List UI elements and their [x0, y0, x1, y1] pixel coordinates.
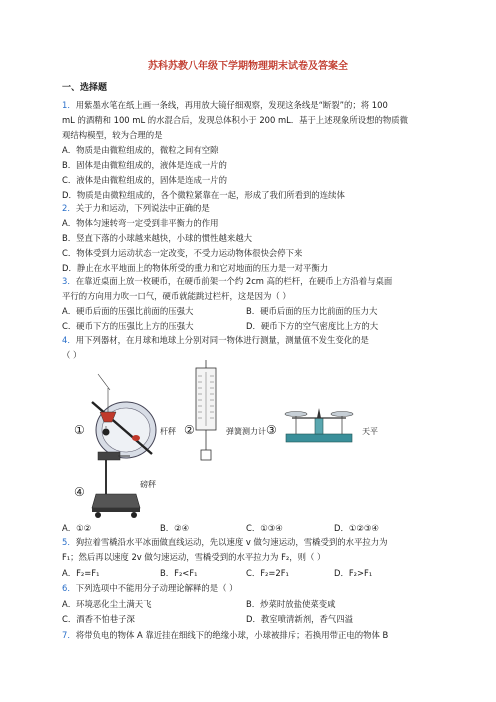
q3-option-b: B．硬币后面的压力比前面的压力大 — [246, 306, 378, 316]
q1-line1: 1．用紫墨水笔在纸上画一条线，再用放大镜仔细观察，发现这条线是“断裂”的；将 100 — [62, 100, 388, 110]
q6-line1: 6．下列选项中不能用分子动理论解释的是（ ） — [62, 583, 238, 593]
q1-line3: 观结构模型，较为合理的是 — [62, 130, 163, 140]
figure-4-number: ④ — [74, 485, 85, 499]
q4-number: 4． — [62, 335, 76, 345]
platform-scale-figure — [90, 448, 142, 520]
q6-option-a: A．环境恶化尘土满天飞 — [62, 599, 152, 609]
q4-line1: 4．用下列器材，在月球和地球上分别对同一物体进行测量，测量值不发生变化的是 — [62, 335, 369, 345]
q1-option-b: B．固体是由微粒组成的，液体是连成一片的 — [62, 160, 227, 170]
q6-option-b: B．炒菜时放盐使菜变咸 — [246, 599, 336, 609]
q4-option-b: B．②④ — [160, 523, 190, 533]
figure-1-number: ① — [74, 423, 85, 437]
q2-option-d: D．静止在水平地面上的物体所受的重力和它对地面的压力是一对平衡力 — [62, 263, 329, 273]
figure-4-label: 磅秤 — [140, 480, 156, 489]
q5-option-c: C．F₂=2F₁ — [246, 568, 289, 578]
q5-number: 5． — [62, 537, 76, 547]
q2-option-c: C．物体受到力运动状态一定改变，不受力运动物体很快会停下来 — [62, 248, 303, 258]
q7-line1: 7．将带负电的物体 A 靠近挂在细线下的绝缘小球，小球被排斥；若换用带正电的物体 B — [62, 630, 389, 640]
q5-line2: F₁；然后再以速度 2v 做匀速运动，雪橇受到的水平拉力为 F₂，则（ ） — [62, 552, 326, 562]
q4-option-d: D．①②③④ — [334, 523, 379, 533]
q4-line2: （ ） — [62, 350, 82, 360]
q2-number: 2． — [62, 203, 76, 213]
q3-line1: 3．在靠近桌面上放一枚硬币，在硬币前架一个约 2cm 高的栏杆，在硬币上方沿着与桌面 — [62, 276, 393, 286]
doc-title: 苏科苏教八年级下学期物理期末试卷及答案全 — [148, 61, 348, 72]
q4-option-c: C．①③④ — [246, 523, 283, 533]
section-heading: 一、选择题 — [62, 83, 108, 93]
q3-option-c: C．硬币下方的压强比上方的压强大 — [62, 321, 194, 331]
q5-option-a: A．F₂=F₁ — [62, 568, 100, 578]
q2-line1: 2．关于力和运动，下列说法中正确的是 — [62, 203, 210, 213]
q6-number: 6． — [62, 583, 76, 593]
q6-option-d: D．教室喷清新剂，香气四溢 — [246, 614, 353, 624]
q4-option-a: A．①② — [62, 523, 92, 533]
figure-3-number: ③ — [266, 423, 277, 437]
figure-2-label: 弹簧测力计 — [226, 427, 266, 436]
figure-2-number: ② — [184, 423, 195, 437]
q3-option-a: A．硬币后面的压强比前面的压强大 — [62, 306, 194, 316]
q1-line2: mL 的酒精和 100 mL 的水混合后，发现总体积小于 200 mL．基于上述现象所设想的物质微 — [62, 115, 409, 125]
q1-option-c: C．液体是由微粒组成的，固体是连成一片的 — [62, 175, 227, 185]
q1-option-d: D．物质是由微粒组成的，各个微粒紧靠在一起，形成了我们所看到的连续体 — [62, 190, 345, 200]
q3-number: 3． — [62, 276, 76, 286]
q3-line2: 平行的方向用力吹一口气，硬币就能跳过栏杆，这是因为（ ） — [62, 291, 291, 301]
q3-option-d: D．硬币下方的空气密度比上方的大 — [246, 321, 379, 331]
q5-line1: 5．狗拉着雪橇沿水平冰面做直线运动，先以速度 v 做匀速运动，雪橇受到的水平拉力为 — [62, 537, 388, 547]
q5-option-d: D．F₂>F₁ — [334, 568, 373, 578]
balance-figure — [282, 404, 356, 444]
q2-option-a: A．物体匀速转弯一定受到非平衡力的作用 — [62, 218, 219, 228]
figure-3-label: 天平 — [362, 427, 378, 436]
figure-1-label: 杆秤 — [160, 427, 176, 436]
q5-option-b: B．F₂<F₁ — [160, 568, 198, 578]
q1-option-a: A．物质是由微粒组成的，微粒之间有空隙 — [62, 145, 219, 155]
spring-scale-figure — [192, 360, 220, 468]
q6-option-c: C．酒香不怕巷子深 — [62, 614, 135, 624]
q2-option-b: B．竖直下落的小球越来越快，小球的惯性越来越大 — [62, 233, 252, 243]
q7-number: 7． — [62, 630, 76, 640]
q1-number: 1． — [62, 100, 76, 110]
